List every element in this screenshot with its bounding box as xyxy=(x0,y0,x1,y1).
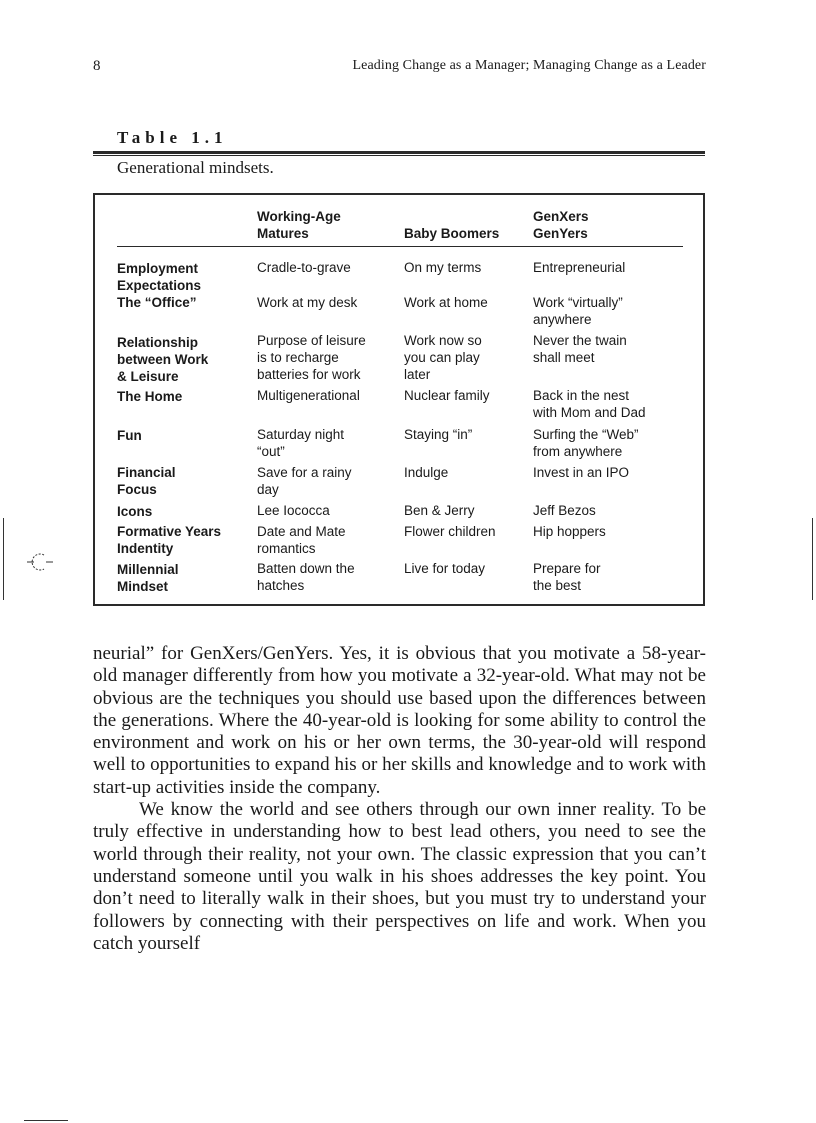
table-cell xyxy=(533,259,625,276)
row-label-line: Focus xyxy=(117,482,157,497)
cell-line: Cradle-to-grave xyxy=(257,260,351,275)
cell-line: Hip hoppers xyxy=(533,524,606,539)
column-header-line: Working-Age xyxy=(257,209,341,224)
row-label xyxy=(117,464,176,498)
table-cell xyxy=(404,464,448,481)
row-label xyxy=(117,561,179,595)
cell-line: On my terms xyxy=(404,260,482,275)
table-cell xyxy=(533,426,639,460)
body-paragraph: neurial” for GenXers/GenYers. Yes, it is obvious that you motivate a 58-year-old manager differently from how you motivate a 32-year-old. What may not be obvious are the techniques you should use based upon the differences between the generations. Where the 40-year-old is looking for some ability to control the environment and work on his or her own terms, the 30-year-old will respond well to opportunities to expand his or her skills and knowledge and to work with start-up activities inside the company. xyxy=(93,643,706,798)
table-cell xyxy=(533,332,627,366)
cell-line: Work at my desk xyxy=(257,295,358,310)
table-cell xyxy=(533,464,629,481)
row-label-line: Fun xyxy=(117,428,142,443)
row-label-line: Mindset xyxy=(117,579,169,594)
table-label: Table 1.1 xyxy=(117,128,228,147)
column-header-line: GenYers xyxy=(533,226,588,241)
table-cell xyxy=(404,560,485,577)
table-rule-thin xyxy=(93,155,705,156)
cell-line: anywhere xyxy=(533,312,592,327)
table-cell xyxy=(404,502,475,519)
cell-line: Lee Iococca xyxy=(257,503,330,518)
table-cell xyxy=(533,294,623,328)
cell-line: Never the twain xyxy=(533,333,627,348)
cell-line: Saturday night xyxy=(257,427,345,442)
table-cell xyxy=(257,502,330,519)
running-head: Leading Change as a Manager; Managing Change as a Leader xyxy=(352,58,706,73)
row-label xyxy=(117,503,152,520)
table-cell xyxy=(257,387,360,404)
registration-mark-icon xyxy=(27,549,53,575)
row-label-line: Millennial xyxy=(117,562,179,577)
cell-line: Indulge xyxy=(404,465,449,480)
cell-line: romantics xyxy=(257,541,316,556)
row-label-line: Financial xyxy=(117,465,176,480)
table-cell xyxy=(533,523,606,540)
cell-line: Live for today xyxy=(404,561,486,576)
table-cell xyxy=(533,502,596,519)
table-cell xyxy=(257,259,351,276)
cell-line: later xyxy=(404,367,431,382)
table-cell xyxy=(257,426,344,460)
cell-line: day xyxy=(257,482,279,497)
cell-line: Work now so xyxy=(404,333,482,348)
body-paragraph: We know the world and see others through our own inner reality. To be truly effective in understanding how to best lead others, you need to see the world through their reality, not your own. The classic expression that you can’t understand someone until you walk in his shoes addresses the key point. You don’t need to literally walk in their shoes, but you must try to understand your followers by connecting with their perspectives on life and work. When you catch yourself xyxy=(93,799,706,954)
cell-line: you can play xyxy=(404,350,480,365)
page-number: 8 xyxy=(93,58,101,74)
crop-mark xyxy=(812,518,813,600)
header-rule xyxy=(117,246,683,247)
column-header-line: GenXers xyxy=(533,209,589,224)
cell-line: Purpose of leisure xyxy=(257,333,366,348)
table-caption: Generational mindsets. xyxy=(117,158,274,177)
cell-line: Surfing the “Web” xyxy=(533,427,639,442)
crop-mark xyxy=(3,518,4,600)
cell-line: with Mom and Dad xyxy=(533,405,646,420)
cell-line: Save for a rainy xyxy=(257,465,352,480)
table-cell xyxy=(533,387,646,421)
cell-line: Back in the nest xyxy=(533,388,630,403)
table-cell xyxy=(404,523,496,540)
cell-line: Staying “in” xyxy=(404,427,473,442)
row-label-line: The Home xyxy=(117,389,183,404)
row-label-line: between Work xyxy=(117,352,209,367)
cell-line: from anywhere xyxy=(533,444,623,459)
table-rule-thick xyxy=(93,151,705,154)
cell-line: Work at home xyxy=(404,295,488,310)
cell-line: Multigenerational xyxy=(257,388,360,403)
cell-line: is to recharge xyxy=(257,350,339,365)
cell-line: Ben & Jerry xyxy=(404,503,475,518)
row-label-line: Formative Years xyxy=(117,524,222,539)
table-cell xyxy=(257,464,352,498)
table-cell xyxy=(404,259,481,276)
cell-line: Nuclear family xyxy=(404,388,490,403)
row-label-line: Employment xyxy=(117,261,199,276)
cell-line: Work “virtually” xyxy=(533,295,623,310)
table-cell xyxy=(404,426,472,443)
column-header-boomers xyxy=(404,208,499,242)
table-cell xyxy=(257,294,357,311)
cell-line: “out” xyxy=(257,444,285,459)
row-label xyxy=(117,260,201,294)
row-label-line: Icons xyxy=(117,504,153,519)
row-label xyxy=(117,334,208,385)
body-text xyxy=(93,643,706,955)
cell-line: Batten down the xyxy=(257,561,355,576)
table-cell xyxy=(404,332,482,383)
generational-table xyxy=(93,193,705,606)
row-label-line: & Leisure xyxy=(117,369,179,384)
row-label xyxy=(117,523,221,557)
row-label-line: The “Office” xyxy=(117,295,197,310)
row-label xyxy=(117,388,182,405)
column-header-line: Baby Boomers xyxy=(404,226,500,241)
cell-line: Prepare for xyxy=(533,561,601,576)
table-cell xyxy=(257,560,355,594)
column-header-genx xyxy=(533,208,589,242)
row-label xyxy=(117,427,142,444)
cell-line: batteries for work xyxy=(257,367,361,382)
column-header-matures xyxy=(257,208,341,242)
column-header-line xyxy=(404,208,499,225)
cell-line: Invest in an IPO xyxy=(533,465,630,480)
row-label-line: Relationship xyxy=(117,335,199,350)
cell-line: hatches xyxy=(257,578,305,593)
table-cell xyxy=(257,523,346,557)
table-cell xyxy=(257,332,366,383)
cell-line: the best xyxy=(533,578,582,593)
row-label xyxy=(117,294,197,311)
cell-line: Date and Mate xyxy=(257,524,346,539)
table-cell xyxy=(404,387,490,404)
row-label-line: Expectations xyxy=(117,278,202,293)
cell-line: Entrepreneurial xyxy=(533,260,626,275)
column-header-line: Matures xyxy=(257,226,309,241)
table-cell xyxy=(404,294,488,311)
table-cell xyxy=(533,560,601,594)
row-label-line: Indentity xyxy=(117,541,174,556)
cell-line: Jeff Bezos xyxy=(533,503,596,518)
cell-line: shall meet xyxy=(533,350,595,365)
cell-line: Flower children xyxy=(404,524,496,539)
crop-mark xyxy=(24,1120,68,1121)
